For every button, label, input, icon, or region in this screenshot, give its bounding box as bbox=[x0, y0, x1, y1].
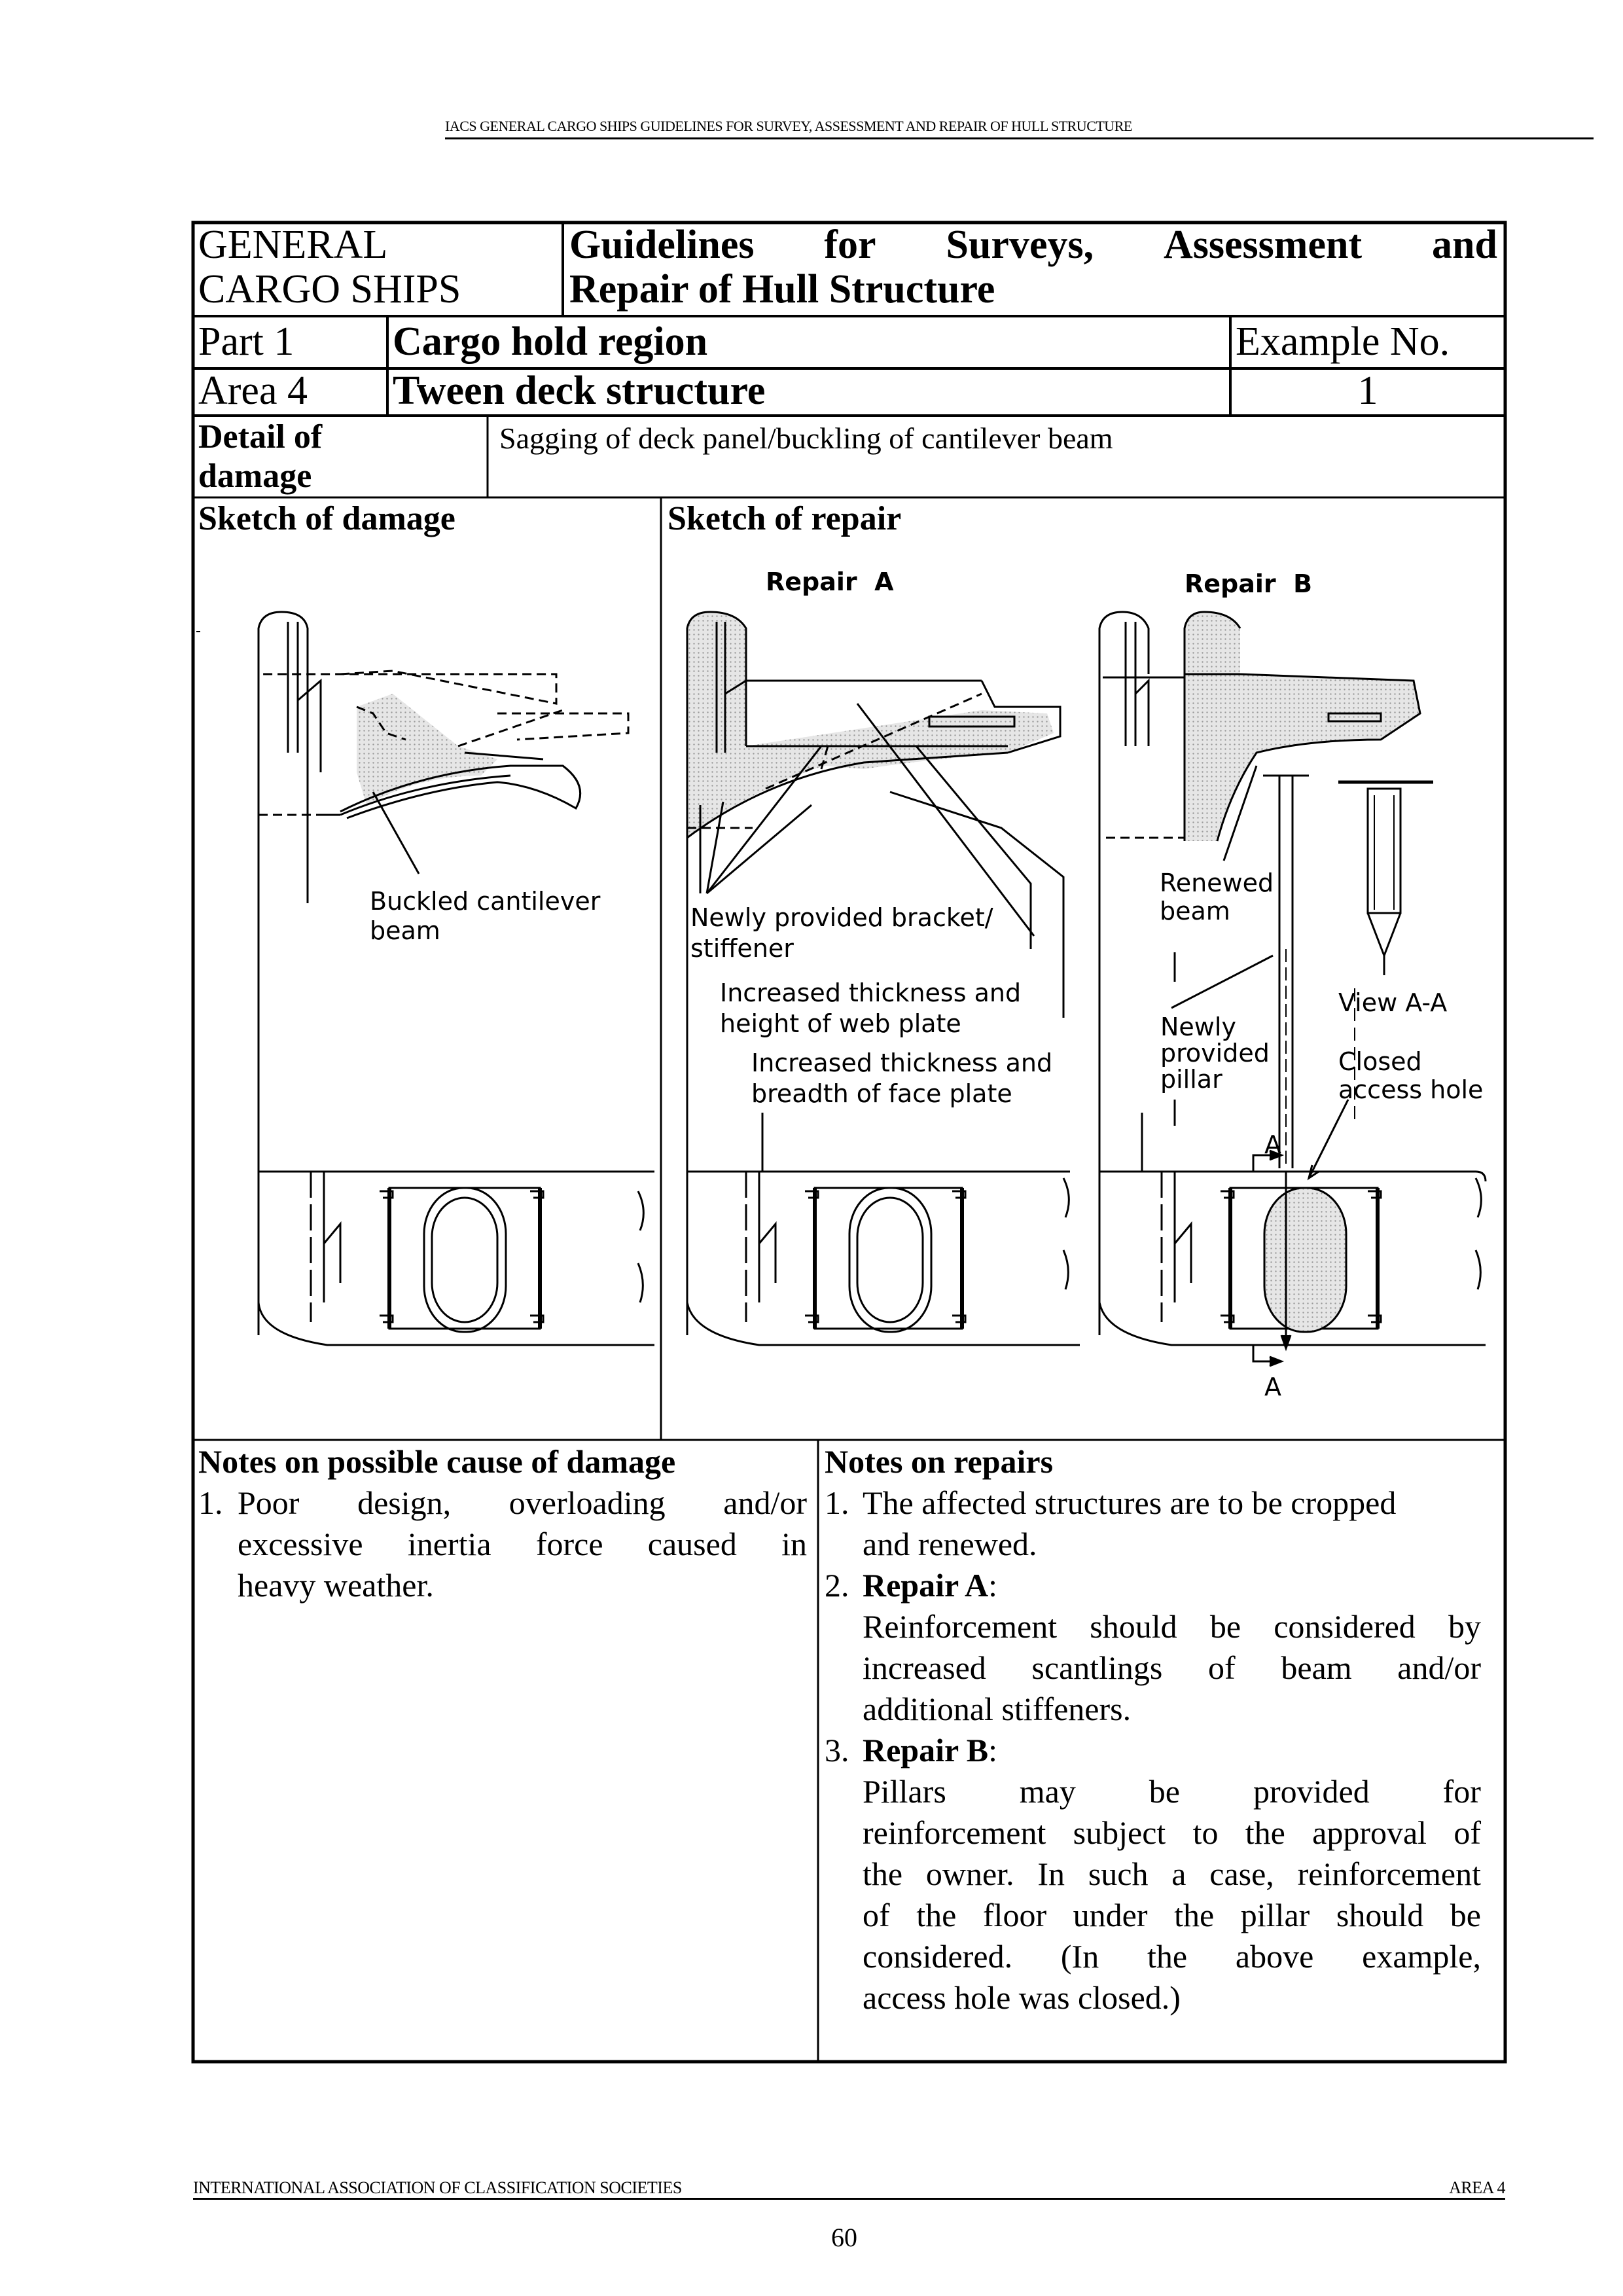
cause-word: in bbox=[781, 1526, 807, 1562]
repair-item2-line3: additional stiffeners. bbox=[863, 1691, 1132, 1727]
repair-word: the bbox=[1147, 1938, 1188, 1975]
repair-item2-title-row: Repair A: bbox=[863, 1567, 998, 1604]
repair-word: provided bbox=[1253, 1773, 1370, 1810]
example-number: 1 bbox=[1357, 368, 1378, 413]
example-label: Example No. bbox=[1236, 319, 1450, 364]
guideline-word: Assessment bbox=[1164, 223, 1363, 267]
margin-tick bbox=[196, 631, 200, 632]
repair-item3-line2: reinforcement subject to the approval of bbox=[863, 1814, 1481, 1851]
web-label-line1: Increased thickness and bbox=[720, 978, 1022, 1007]
part-label: Part 1 bbox=[198, 319, 294, 364]
cause-word: and/or bbox=[723, 1484, 807, 1521]
pillar-label-line2: provided bbox=[1160, 1039, 1270, 1067]
repair-word: (In bbox=[1060, 1938, 1099, 1975]
footer-area: AREA 4 bbox=[1449, 2178, 1505, 2197]
detail-label-line1: Detail of bbox=[198, 418, 323, 456]
repair-item3-line6: access hole was closed.) bbox=[863, 1979, 1181, 2016]
cause-word: excessive bbox=[238, 1526, 363, 1562]
buckled-label-line2: beam bbox=[370, 916, 440, 945]
buckled-label-line1: Buckled cantilever bbox=[370, 887, 601, 916]
repair-word: considered. bbox=[863, 1938, 1013, 1975]
repair-item3-num: 3. bbox=[825, 1732, 849, 1768]
page-number: 60 bbox=[831, 2223, 857, 2252]
repair-b-title: Repair B bbox=[1185, 569, 1313, 598]
repair-item2-line2: increased scantlings of beam and/or bbox=[863, 1649, 1481, 1686]
area-value: Tween deck structure bbox=[393, 368, 766, 413]
guideline-word: Surveys, bbox=[946, 223, 1094, 267]
area-label: Area 4 bbox=[198, 368, 308, 413]
repair-word: above bbox=[1235, 1938, 1314, 1975]
repair-item3-line1 bbox=[863, 1771, 1481, 1812]
repair-word: for bbox=[1442, 1773, 1481, 1810]
cause-item1-num: 1. bbox=[198, 1484, 223, 1521]
detail-value: Sagging of deck panel/buckling of cantilever beam bbox=[499, 422, 1113, 455]
repair-item3-title-row: Repair B: bbox=[863, 1732, 998, 1768]
sketch-damage-heading: Sketch of damage bbox=[198, 500, 455, 537]
repair-item1-line1: The affected structures are to be cropped bbox=[863, 1484, 1397, 1521]
ship-type-line1: GENERAL bbox=[198, 223, 388, 267]
part-value: Cargo hold region bbox=[393, 319, 708, 364]
repair-word: be bbox=[1149, 1773, 1180, 1810]
web-label-line2: height of web plate bbox=[720, 1009, 961, 1038]
repair-item3-line4: of the floor under the pillar should be bbox=[863, 1897, 1481, 1933]
guideline-word: for bbox=[824, 223, 876, 267]
repair-item1-num: 1. bbox=[825, 1484, 849, 1521]
guideline-word: and bbox=[1432, 223, 1497, 267]
pillar-label-line1: Newly bbox=[1160, 1013, 1236, 1041]
repair-item3-line3: the owner. In such a case, reinforcement bbox=[863, 1856, 1481, 1892]
cause-word: overloading bbox=[508, 1484, 666, 1521]
detail-label-line2: damage bbox=[198, 457, 312, 495]
ship-type-line2: CARGO SHIPS bbox=[198, 267, 461, 312]
face-label-line1: Increased thickness and bbox=[751, 1049, 1053, 1077]
bracket-label-line1: Newly provided bracket/ bbox=[690, 903, 993, 932]
repair-word: Pillars bbox=[863, 1773, 946, 1810]
section-mark-bottom: A bbox=[1264, 1372, 1281, 1401]
cause-word: inertia bbox=[407, 1526, 491, 1562]
footer-rule bbox=[193, 2198, 1505, 2200]
repair-item2-title: Repair A bbox=[863, 1567, 989, 1604]
closed-label-line2: access hole bbox=[1338, 1075, 1484, 1104]
renewed-label-line1: Renewed bbox=[1160, 869, 1274, 897]
face-label-line2: breadth of face plate bbox=[751, 1079, 1012, 1108]
damage-sketch bbox=[259, 612, 654, 1345]
view-aa-label: View A-A bbox=[1338, 988, 1448, 1017]
guideline-word: Guidelines bbox=[569, 223, 755, 267]
renewed-label-line2: beam bbox=[1160, 897, 1230, 925]
repair-word: may bbox=[1019, 1773, 1076, 1810]
bracket-label-line2: stiffener bbox=[690, 934, 794, 963]
repair-item3-line5 bbox=[863, 1936, 1481, 1977]
cause-heading: Notes on possible cause of damage bbox=[198, 1443, 676, 1480]
section-mark-top: A bbox=[1264, 1130, 1281, 1159]
repair-a-title: Repair A bbox=[766, 567, 894, 596]
repair-word: example, bbox=[1362, 1938, 1481, 1975]
cause-item1-line2 bbox=[238, 1524, 807, 1565]
repairs-heading: Notes on repairs bbox=[825, 1443, 1054, 1480]
repair-item2-line1: Reinforcement should be considered by bbox=[863, 1608, 1481, 1645]
cause-word: force bbox=[535, 1526, 603, 1562]
repair-item1-line2: and renewed. bbox=[863, 1526, 1037, 1562]
cause-word: caused bbox=[647, 1526, 737, 1562]
cause-item1-line3: heavy weather. bbox=[238, 1567, 434, 1604]
footer-org: INTERNATIONAL ASSOCIATION OF CLASSIFICATION SOCIETIES bbox=[193, 2178, 682, 2197]
cause-word: design, bbox=[357, 1484, 452, 1521]
running-header: IACS GENERAL CARGO SHIPS GUIDELINES FOR SURVEY, ASSESSMENT AND REPAIR OF HULL STRUCTURE bbox=[445, 118, 1132, 134]
closed-label-line1: Closed bbox=[1338, 1047, 1422, 1076]
cause-item1-line1 bbox=[238, 1482, 807, 1524]
repair-item3-title: Repair B bbox=[863, 1732, 989, 1768]
cause-word: Poor bbox=[238, 1484, 300, 1521]
pillar-label-line3: pillar bbox=[1160, 1065, 1222, 1094]
repair-item2-num: 2. bbox=[825, 1567, 849, 1604]
guideline-line2: Repair of Hull Structure bbox=[569, 267, 995, 312]
sketch-repair-heading: Sketch of repair bbox=[668, 500, 902, 537]
